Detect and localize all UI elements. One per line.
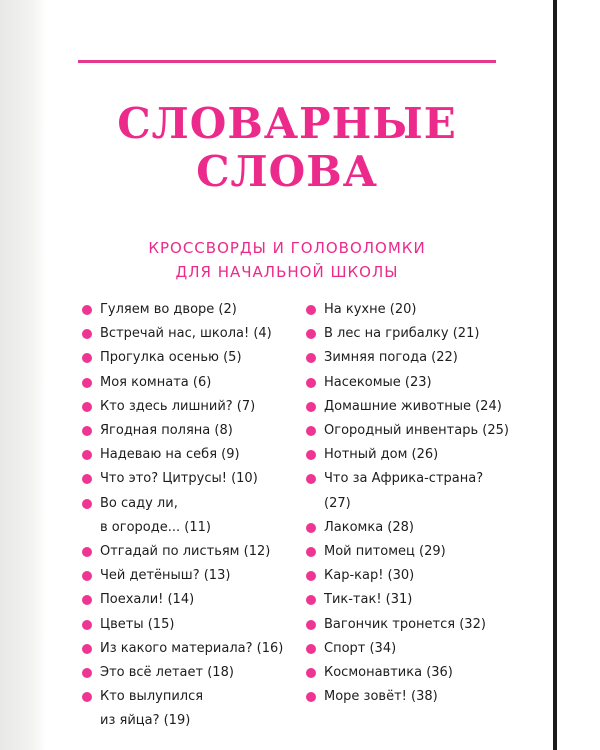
- contents-item-label: Море зовёт! (38): [324, 689, 438, 705]
- bullet-dot-icon: [306, 692, 316, 702]
- bullet-dot-icon: [82, 499, 92, 509]
- bullet-dot-icon: [306, 644, 316, 654]
- contents-item-label: На кухне (20): [324, 302, 417, 317]
- contents-item-label: Цветы (15): [100, 616, 175, 632]
- contents-item: [82, 443, 292, 467]
- contents-item: [82, 661, 292, 685]
- bullet-dot-icon: [306, 402, 316, 412]
- contents-item: [306, 637, 521, 661]
- contents-item: [82, 298, 292, 322]
- contents-item: [306, 540, 521, 564]
- bullet-dot-icon: [306, 547, 316, 557]
- bullet-dot-icon: [82, 402, 92, 412]
- bullet-dot-icon: [306, 329, 316, 339]
- contents-item: [306, 419, 521, 443]
- contents-item-label: Зимняя погода (22): [324, 350, 458, 366]
- contents-item: [306, 613, 521, 637]
- contents-item: [306, 395, 521, 419]
- contents-item-label: Домашние животные (24): [324, 398, 502, 414]
- contents-item: [82, 371, 292, 395]
- contents-item: [306, 516, 521, 540]
- contents-item-label: Это всё летает (18): [100, 665, 234, 681]
- bullet-dot-icon: [82, 547, 92, 557]
- bullet-dot-icon: [306, 378, 316, 388]
- contents-item: [306, 298, 521, 322]
- contents-item-label: Встречай нас, школа! (4): [100, 326, 272, 342]
- bullet-dot-icon: [82, 353, 92, 363]
- contents-item-label: Гуляем во дворе (2): [100, 302, 237, 317]
- bullet-dot-icon: [82, 450, 92, 460]
- contents-item-label: Космонавтика (36): [324, 665, 453, 681]
- bullet-dot-icon: [82, 305, 92, 315]
- contents-item: [306, 371, 521, 395]
- contents-item-label: Кто вылупился из яйца? (19): [100, 689, 204, 729]
- contents-item-label: Огородный инвентарь (25): [324, 423, 509, 439]
- bullet-dot-icon: [82, 595, 92, 605]
- bullet-dot-icon: [306, 620, 316, 630]
- contents-item: [82, 419, 292, 443]
- bullet-dot-icon: [82, 378, 92, 388]
- title-line-1: СЛОВАРНЫЕ: [117, 99, 457, 148]
- contents-item-label: Нотный дом (26): [324, 447, 439, 463]
- bullet-dot-icon: [82, 426, 92, 436]
- bullet-dot-icon: [82, 692, 92, 702]
- bullet-dot-icon: [306, 426, 316, 436]
- subtitle-line-1: КРОССВОРДЫ И ГОЛОВОЛОМКИ: [148, 239, 426, 257]
- contents-item-label: Что это? Цитрусы! (10): [100, 471, 258, 487]
- contents-item: [306, 467, 521, 515]
- contents-right-column: [306, 298, 521, 709]
- bullet-dot-icon: [82, 668, 92, 678]
- contents-item: [82, 685, 292, 733]
- contents-item-label: Вагончик тронется (32): [324, 616, 486, 632]
- contents-item: [82, 346, 292, 370]
- title-line-2: СЛОВА: [196, 147, 378, 196]
- bullet-dot-icon: [306, 474, 316, 484]
- contents-item: [82, 540, 292, 564]
- contents-item-label: Лакомка (28): [324, 519, 414, 535]
- contents-item: [306, 685, 521, 709]
- contents-item: [306, 346, 521, 370]
- contents-item: [82, 322, 292, 346]
- bullet-dot-icon: [306, 523, 316, 533]
- contents-item: [306, 661, 521, 685]
- bullet-dot-icon: [82, 571, 92, 581]
- bullet-dot-icon: [306, 353, 316, 363]
- contents-item: [82, 492, 292, 540]
- bullet-dot-icon: [82, 620, 92, 630]
- contents-item-label: В лес на грибалку (21): [324, 326, 480, 342]
- bullet-dot-icon: [82, 474, 92, 484]
- bullet-dot-icon: [306, 571, 316, 581]
- contents-item: [82, 467, 292, 491]
- contents-item: [82, 637, 292, 661]
- contents-left-column: [82, 298, 292, 734]
- bullet-dot-icon: [306, 595, 316, 605]
- contents-item-label: Мой питомец (29): [324, 544, 446, 560]
- contents-item: [82, 395, 292, 419]
- subtitle-line-2: ДЛЯ НАЧАЛЬНОЙ ШКОЛЫ: [175, 263, 399, 281]
- page-left-shadow: [0, 0, 46, 750]
- contents-item-label: Поехали! (14): [100, 592, 195, 608]
- page-right-margin: [557, 0, 600, 750]
- contents-item-label: Отгадай по листьям (12): [100, 544, 271, 560]
- contents-item-label: Ягодная поляна (8): [100, 423, 233, 439]
- contents-item-label: Чей детёныш? (13): [100, 568, 231, 584]
- bullet-dot-icon: [306, 668, 316, 678]
- bullet-dot-icon: [306, 305, 316, 315]
- contents-item: [306, 564, 521, 588]
- bullet-dot-icon: [82, 644, 92, 654]
- contents-item-label: Кто здесь лишний? (7): [100, 398, 256, 414]
- contents-item-label: Из какого материала? (16): [100, 640, 284, 656]
- contents-item-label: Надеваю на себя (9): [100, 447, 240, 463]
- page-subtitle: [78, 236, 496, 284]
- contents-item: [306, 443, 521, 467]
- contents-item-label: Кар-кар! (30): [324, 568, 415, 584]
- contents-item-label: Моя комната (6): [100, 374, 212, 390]
- top-divider: [78, 60, 496, 63]
- contents-item: [306, 322, 521, 346]
- page-title: [78, 100, 496, 196]
- contents-item: [306, 588, 521, 612]
- contents-item: [82, 613, 292, 637]
- bullet-dot-icon: [82, 329, 92, 339]
- contents-item-label: Что за Африка-страна? (27): [324, 471, 484, 511]
- contents-item-label: Насекомые (23): [324, 374, 432, 390]
- contents-item-label: Прогулка осенью (5): [100, 350, 242, 366]
- contents-item-label: Тик-так! (31): [324, 592, 413, 608]
- contents-item-label: Спорт (34): [324, 640, 397, 656]
- contents-item-label: Во саду ли, в огороде... (11): [100, 495, 211, 535]
- contents-item: [82, 564, 292, 588]
- contents-item: [82, 588, 292, 612]
- bullet-dot-icon: [306, 450, 316, 460]
